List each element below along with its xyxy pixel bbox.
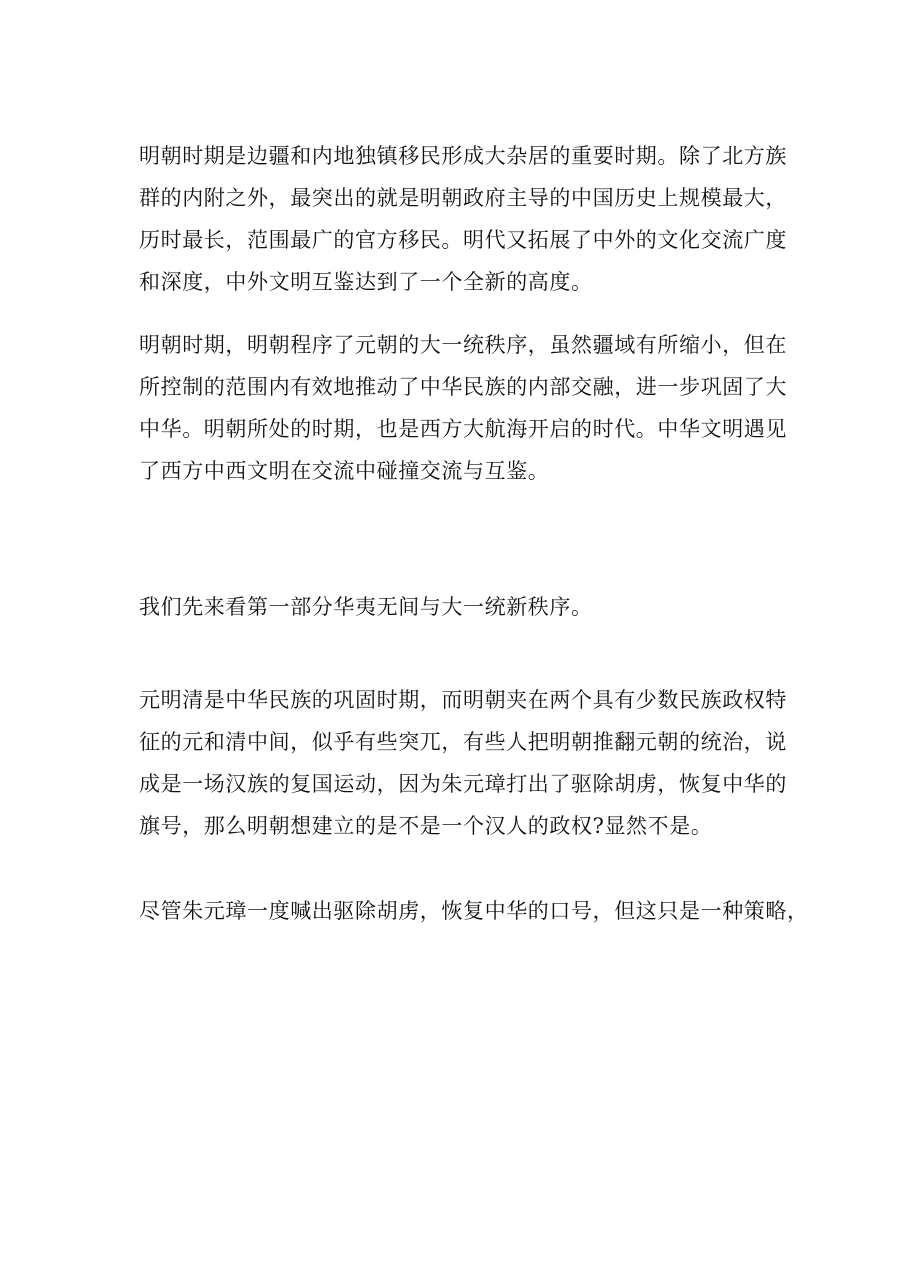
text-line: 明朝时期，明朝程序了元朝的大一统秩序，虽然疆域有所缩小，但在 [139, 333, 787, 357]
text-line: 中华。明朝所处的时期，也是西方大航海开启的时代。中华文明遇见 [139, 417, 787, 441]
text-line: 征的元和清中间，似乎有些突兀，有些人把明朝推翻元朝的统治，说 [139, 730, 787, 754]
paragraph-ming-migration [139, 135, 787, 303]
paragraph-section-intro [139, 586, 779, 628]
text-line: 我们先来看第一部分华夷无间与大一统新秩序。 [139, 595, 593, 619]
text-line: 明朝时期是边疆和内地独镇移民形成大杂居的重要时期。除了北方族 [139, 144, 787, 168]
paragraph-yuan-ming-qing [139, 679, 787, 847]
text-line: 历时最长，范围最广的官方移民。明代又拓展了中外的文化交流广度 [139, 228, 787, 252]
text-line: 成是一场汉族的复国运动，因为朱元璋打出了驱除胡虏，恢复中华的 [139, 772, 787, 796]
paragraph-ming-unification [139, 324, 787, 492]
text-line: 所控制的范围内有效地推动了中华民族的内部交融，进一步巩固了大 [139, 375, 787, 399]
paragraph-zhu-yuanzhang [139, 890, 809, 932]
text-line: 旗号，那么明朝想建立的是不是一个汉人的政权?显然不是。 [139, 814, 713, 838]
text-line: 了西方中西文明在交流中碰撞交流与互鉴。 [139, 459, 550, 483]
text-line: 群的内附之外，最突出的就是明朝政府主导的中国历史上规模最大， [139, 186, 787, 210]
text-line: 和深度，中外文明互鉴达到了一个全新的高度。 [139, 270, 593, 294]
text-line: 尽管朱元璋一度喊出驱除胡虏，恢复中华的口号，但这只是一种策略， [139, 899, 809, 923]
text-line: 元明清是中华民族的巩固时期，而明朝夹在两个具有少数民族政权特 [139, 688, 787, 712]
